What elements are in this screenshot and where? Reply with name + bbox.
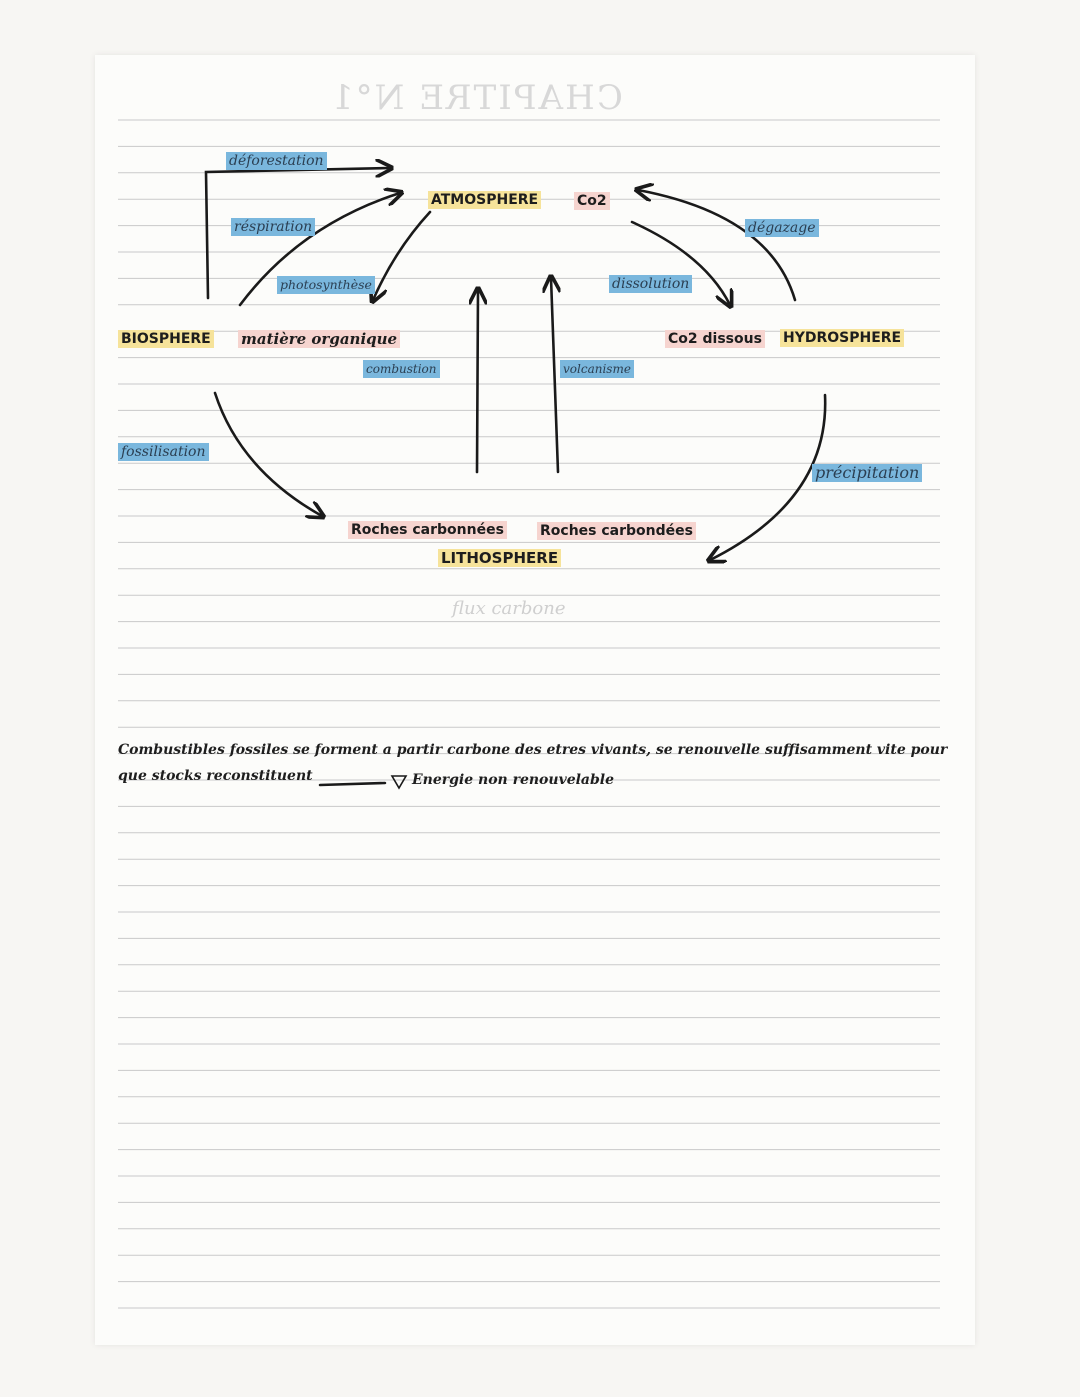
label-lithosphere: LITHOSPHERE	[438, 549, 561, 567]
note-line-1: Combustibles fossiles se forment a partir carbone des etres vivants, se renouvelle suffisamment vite pour	[118, 742, 948, 758]
photosynthesis-arrow	[373, 212, 430, 300]
label-matiere-organique: matière organique	[238, 330, 400, 348]
label-roches-carbondees: Roches carbondées	[537, 522, 696, 540]
note-line-2-end: Energie non renouvelable	[412, 772, 615, 788]
label-degazage: dégazage	[745, 219, 819, 237]
label-fossilisation: fossilisation	[118, 443, 209, 461]
label-atmosphere: ATMOSPHERE	[428, 191, 541, 209]
energy-arrow	[320, 783, 385, 785]
ghost-chapter-title: CHAPITRE N°1	[330, 78, 623, 118]
label-roches-carbonnees: Roches carbonnées	[348, 521, 507, 539]
label-biosphere: BIOSPHERE	[118, 330, 214, 348]
fossilisation-arrow	[215, 393, 322, 516]
label-dissolution: dissolution	[609, 275, 692, 293]
faint-note: flux carbone	[452, 598, 566, 619]
label-co2-dissous: Co2 dissous	[665, 330, 765, 348]
label-combustion: combustion	[363, 360, 440, 378]
label-respiration: réspiration	[231, 218, 315, 236]
label-deforestation: déforestation	[226, 152, 327, 170]
label-co2-atmosphere: Co2	[574, 192, 610, 210]
label-hydrosphere: HYDROSPHERE	[780, 329, 904, 347]
note-line-2-start: que stocks reconstituent	[118, 768, 313, 784]
precipitation-arrow	[710, 395, 825, 560]
label-volcanisme: volcanisme	[560, 360, 634, 378]
label-photosynthese: photosynthèse	[277, 276, 375, 294]
triangle-icon	[390, 774, 408, 790]
combustion-arrow	[477, 290, 478, 472]
volcanism-arrow	[551, 278, 558, 472]
label-precipitation: précipitation	[812, 464, 922, 482]
